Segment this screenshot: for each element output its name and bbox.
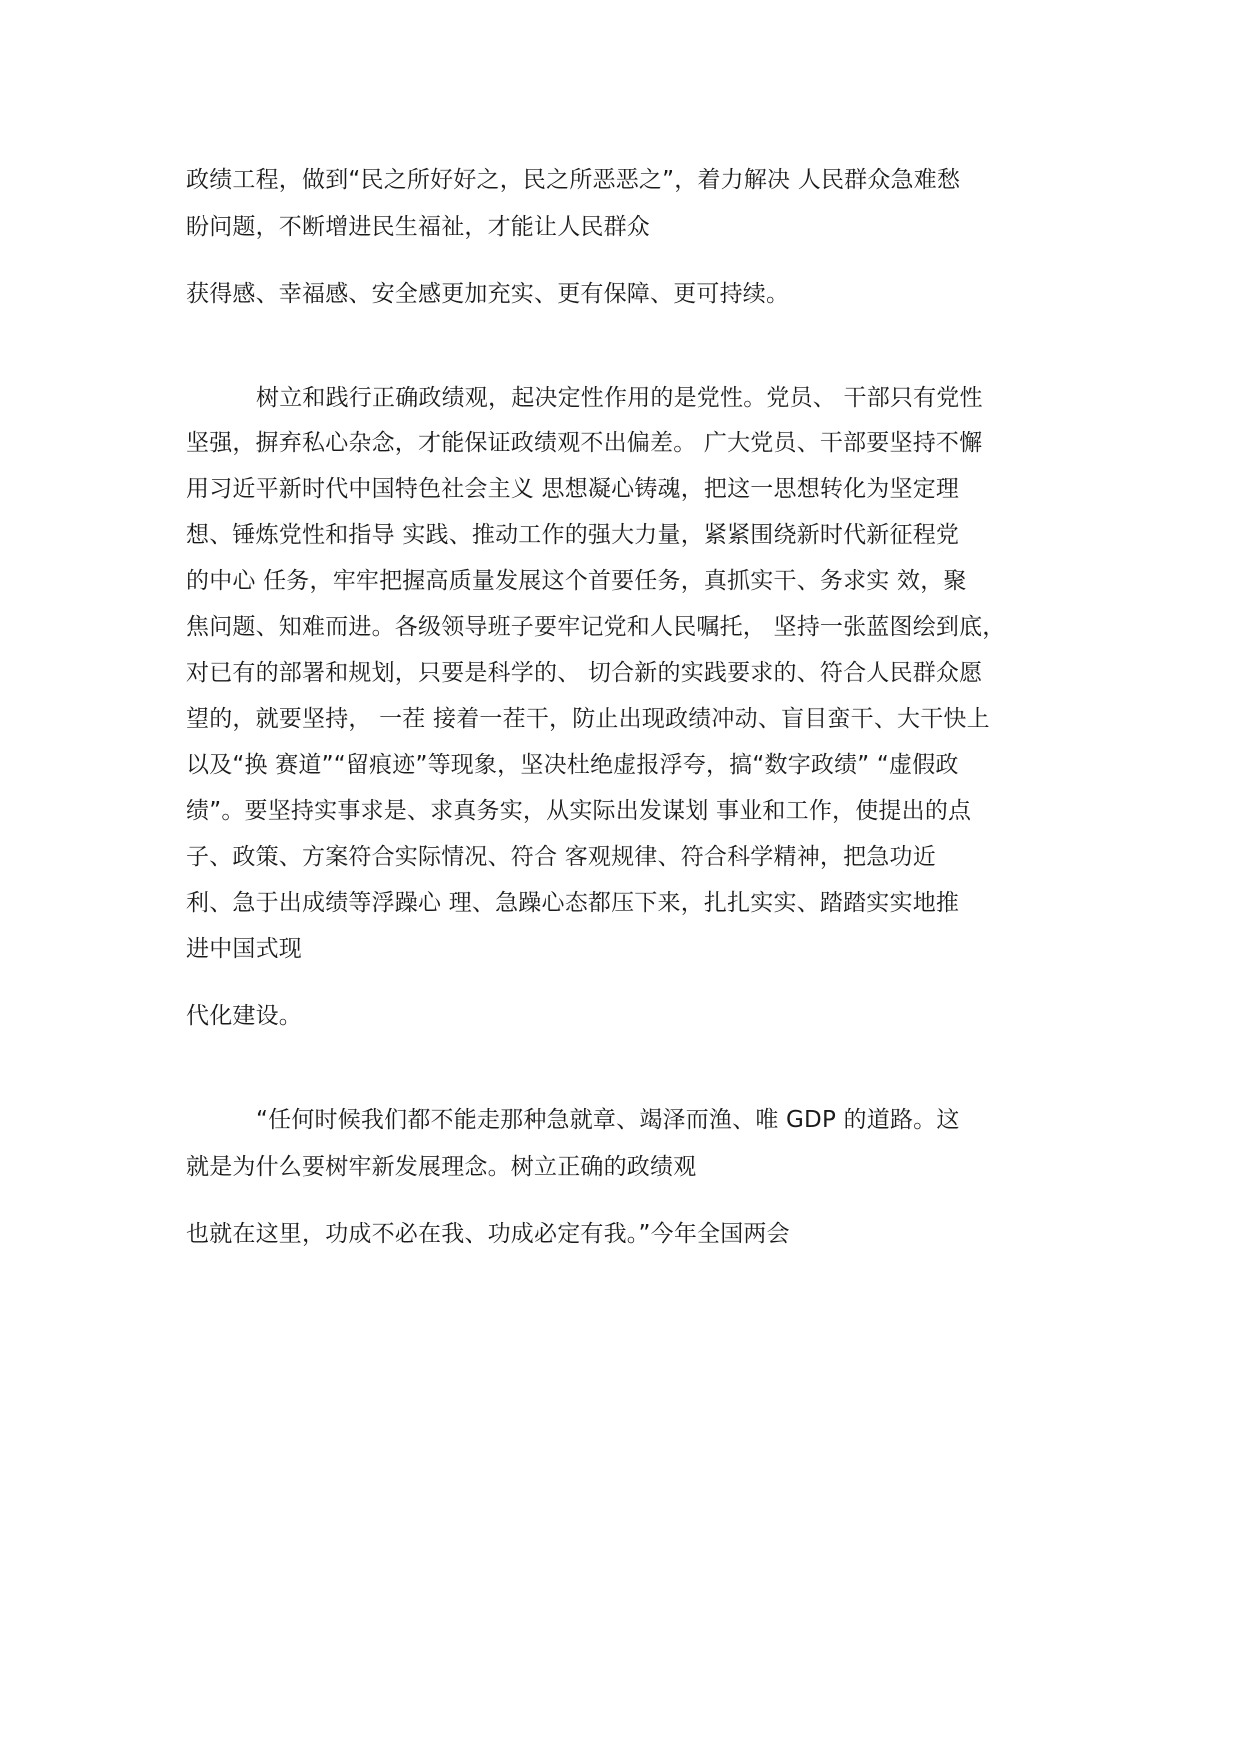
paragraph-2-line-3: 用习近平新时代中国特色社会主义 思想凝心铸魂，把这一思想转化为坚定理 — [186, 476, 960, 502]
paragraph-2-line-10: 绩”。要坚持实事求是、求真务实，从实际出发谋划 事业和工作，使提出的点 — [186, 798, 972, 824]
paragraph-2-line-11: 子、政策、方案符合实际情况、符合 客观规律、符合科学精神，把急功近 — [186, 844, 936, 870]
paragraph-2-line-2: 坚强，摒弃私心杂念，才能保证政绩观不出偏差。 广大党员、干部要坚持不懈 — [186, 430, 983, 456]
paragraph-2-line-13: 进中国式现 — [186, 936, 302, 962]
paragraph-2-line-7: 对已有的部署和规划，只要是科学的、 切合新的实践要求的、符合人民群众愿 — [186, 660, 983, 686]
paragraph-1-line-2: 盼问题，不断增进民生福祉，才能让人民群众 — [186, 214, 650, 240]
paragraph-2-line-4: 想、锤炼党性和指导 实践、推动工作的强大力量，紧紧围绕新时代新征程党 — [186, 522, 960, 548]
paragraph-1-line-3: 获得感、幸福感、安全感更加充实、更有保障、更可持续。 — [186, 281, 790, 307]
paragraph-3-line-2: 就是为什么要树牢新发展理念。树立正确的政绩观 — [186, 1154, 697, 1180]
paragraph-2-line-12: 利、急于出成绩等浮躁心 理、急躁心态都压下来，扎扎实实、踏踏实实地推 — [186, 890, 960, 916]
paragraph-2-line-14: 代化建设。 — [186, 1003, 302, 1029]
paragraph-2-line-9: 以及“换 赛道”“留痕迹”等现象，坚决杜绝虚报浮夸，搞“数字政绩” “虚假政 — [186, 752, 959, 778]
paragraph-2-line-6: 焦问题、知难而进。各级领导班子要牢记党和人民嘱托， 坚持一张蓝图绘到底， — [186, 614, 1006, 640]
paragraph-2-line-5: 的中心 任务，牢牢把握高质量发展这个首要任务，真抓实干、务求实 效，聚 — [186, 568, 967, 594]
paragraph-3-line-3: 也就在这里，功成不必在我、功成必定有我。”今年全国两会 — [186, 1221, 790, 1247]
paragraph-2-line-1: 树立和践行正确政绩观，起决定性作用的是党性。党员、 干部只有党性 — [256, 385, 983, 411]
paragraph-2-line-8: 望的，就要坚持， 一茬 接着一茬干，防止出现政绩冲动、盲目蛮干、大干快上 — [186, 706, 990, 732]
paragraph-3-line-1: “任何时候我们都不能走那种急就章、竭泽而渔、唯 GDP 的道路。这 — [256, 1107, 960, 1133]
paragraph-1-line-1: 政绩工程，做到“民之所好好之，民之所恶恶之”，着力解决 人民群众急难愁 — [186, 167, 961, 193]
